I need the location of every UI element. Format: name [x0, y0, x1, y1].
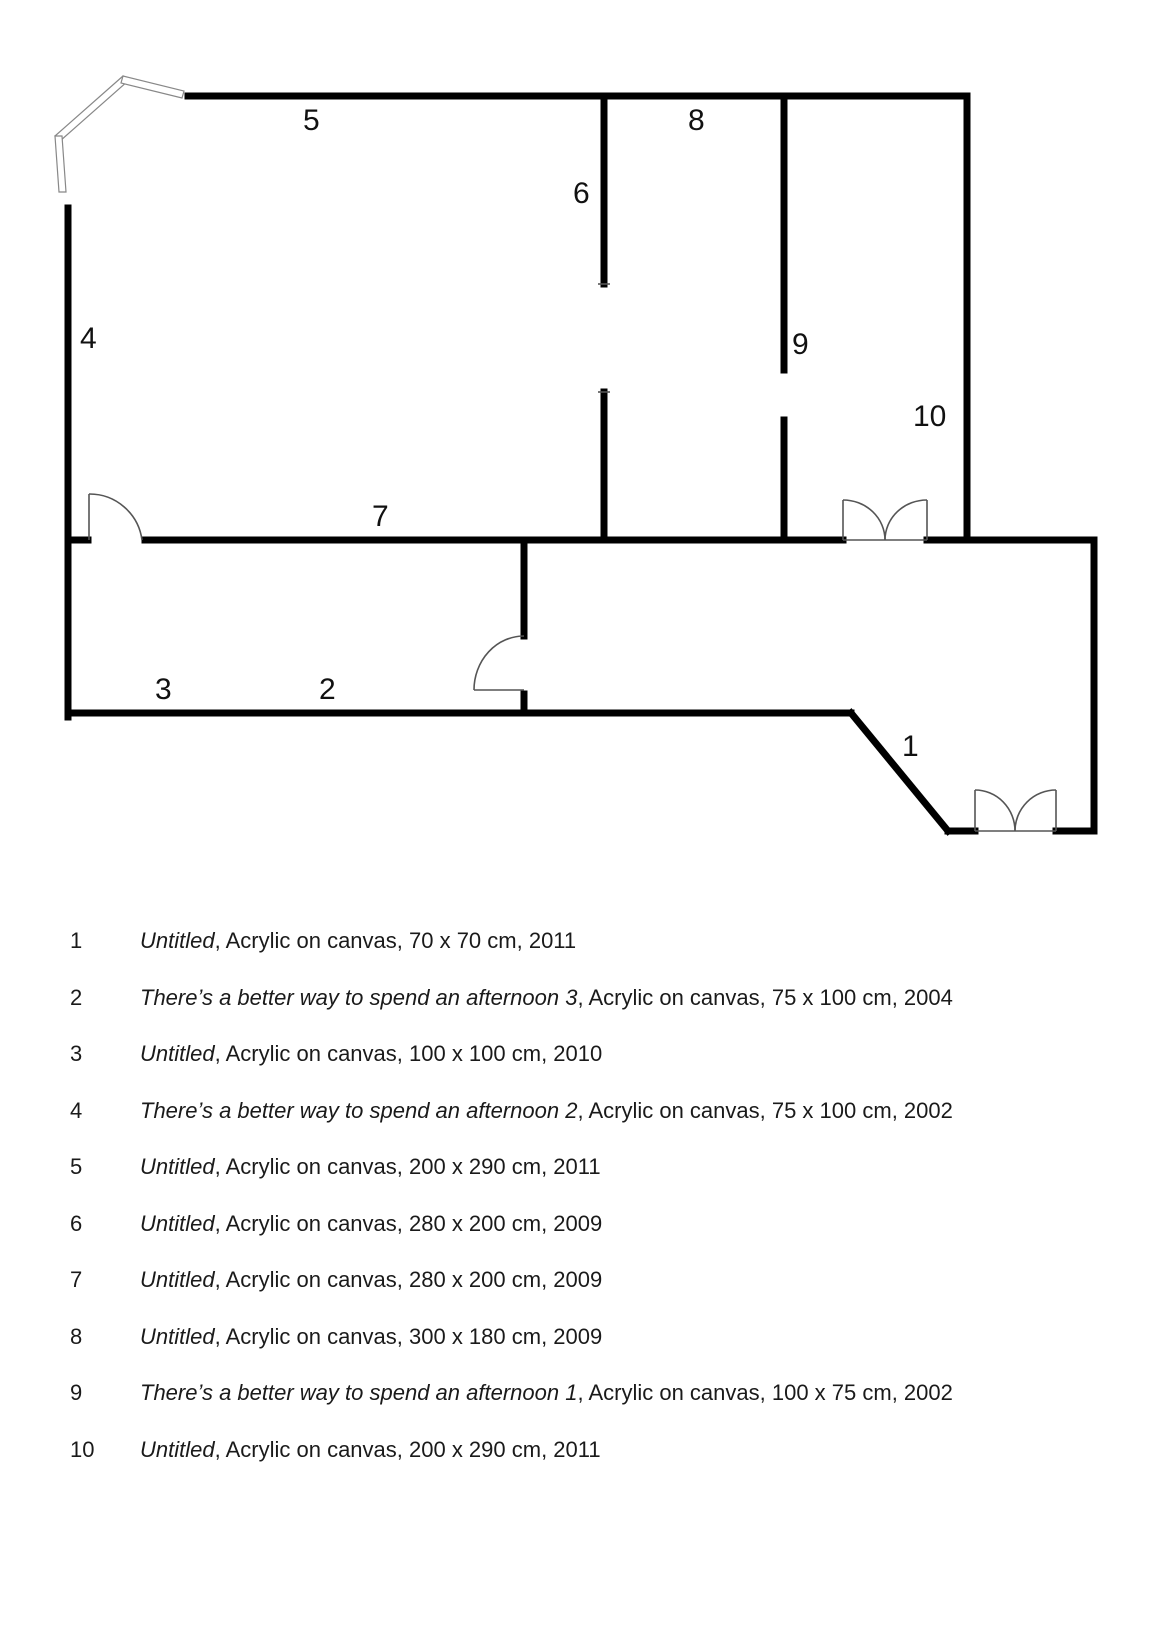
door-icon: [89, 494, 142, 540]
wall-label-10: 10: [913, 400, 947, 433]
artwork-title: Untitled: [140, 1154, 215, 1179]
legend-number: 7: [70, 1267, 83, 1292]
artwork-title: There’s a better way to spend an afternoon 2: [140, 1097, 578, 1123]
window-icon: [55, 76, 184, 192]
artwork-details: , Acrylic on canvas, 200 x 290 cm, 2011: [214, 1154, 601, 1179]
artwork-details: , Acrylic on canvas, 75 x 100 cm, 2004: [577, 984, 953, 1010]
wall-label-5: 5: [303, 104, 320, 137]
legend-row: [70, 1264, 1120, 1321]
legend-row: [70, 1095, 1120, 1152]
wall-label-2: 2: [319, 673, 336, 706]
wall-label-8: 8: [688, 104, 705, 137]
legend-number: 8: [70, 1323, 83, 1349]
legend-number: 1: [70, 928, 83, 953]
artwork-details: , Acrylic on canvas, 280 x 200 cm, 2009: [214, 1210, 603, 1236]
wall-label-6: 6: [573, 177, 590, 210]
wall-label-4: 4: [80, 322, 97, 355]
double-door-icon: [975, 790, 1056, 831]
double-door-icon: [843, 500, 927, 540]
artwork-title: Untitled: [140, 1041, 215, 1066]
artwork-title: There’s a better way to spend an afternoon 1: [140, 1380, 578, 1405]
artwork-details: , Acrylic on canvas, 200 x 290 cm, 2011: [214, 1436, 601, 1462]
artwork-title: Untitled: [140, 1436, 215, 1462]
artwork-details: , Acrylic on canvas, 300 x 180 cm, 2009: [214, 1323, 603, 1349]
wall-label-7: 7: [372, 500, 389, 533]
artwork-details: , Acrylic on canvas, 75 x 100 cm, 2002: [577, 1097, 953, 1123]
legend-row: [70, 1038, 1120, 1095]
legend-row: [70, 982, 1120, 1039]
artwork-title: Untitled: [140, 1210, 215, 1236]
legend-number: 10: [70, 1436, 95, 1462]
wall-diagonal: [851, 713, 948, 831]
artwork-details: , Acrylic on canvas, 70 x 70 cm, 2011: [214, 928, 577, 953]
legend-row: [70, 1151, 1120, 1208]
artwork-title: Untitled: [140, 1323, 215, 1349]
artwork-title: There’s a better way to spend an afternoon 3: [140, 984, 578, 1010]
artwork-title: Untitled: [140, 1267, 215, 1292]
legend-row: [70, 1377, 1120, 1434]
artwork-details: , Acrylic on canvas, 100 x 100 cm, 2010: [214, 1041, 603, 1066]
wall-label-9: 9: [792, 328, 809, 361]
legend-number: 9: [70, 1380, 83, 1405]
door-icon: [474, 636, 524, 690]
legend-row: [70, 925, 1120, 982]
artwork-title: Untitled: [140, 928, 215, 953]
legend-number: 2: [70, 984, 83, 1010]
legend-row: [70, 1321, 1120, 1378]
artwork-details: , Acrylic on canvas, 280 x 200 cm, 2009: [214, 1267, 603, 1292]
artwork-legend: [70, 925, 1120, 1490]
legend-number: 3: [70, 1041, 83, 1066]
artwork-details: , Acrylic on canvas, 100 x 75 cm, 2002: [577, 1380, 953, 1405]
wall-label-3: 3: [155, 673, 172, 706]
legend-row: [70, 1208, 1120, 1265]
legend-number: 5: [70, 1154, 83, 1179]
legend-row: [70, 1434, 1120, 1491]
legend-number: 6: [70, 1210, 83, 1236]
legend-number: 4: [70, 1097, 83, 1123]
wall-label-1: 1: [902, 730, 919, 763]
